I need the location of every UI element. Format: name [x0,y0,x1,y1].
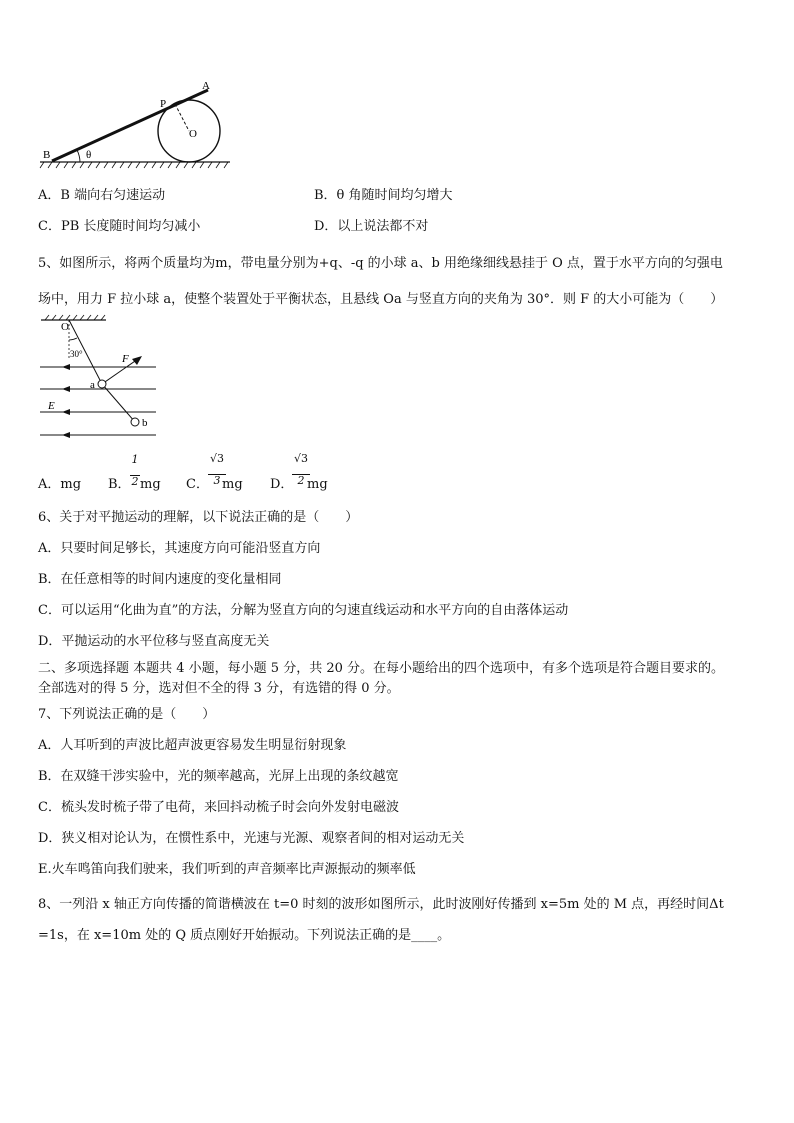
ceiling-hatch [45,315,105,320]
inclined-board [52,90,208,161]
q5-option-d-denominator: 2 [292,474,310,487]
q7-option-c: C．梳头发时梳子带了电荷，来回抖动梳子时会向外发射电磁波 [38,800,399,815]
q4-option-b: B．θ 角随时间均匀增大 [314,188,453,203]
ground-hatch [40,162,228,168]
q5-option-b-denominator: 2 [131,475,139,488]
q4-option-a: A．B 端向右匀速运动 [38,188,166,203]
q5-option-a: A．mg [38,477,82,492]
q5-option-b-fraction [130,454,140,488]
q8-stem-line2: =1s，在 x=10m 处的 Q 质点刚好开始振动。下列说法正确的是____。 [38,928,451,943]
field-arrowheads [62,364,70,438]
q4-option-d: D．以上说法都不对 [314,219,429,234]
theta-arc [77,150,80,162]
radius-dashed [175,104,189,131]
label-B: B [43,149,51,161]
q5-option-d-numerator: √3 [293,452,308,465]
label-b: b [142,417,148,429]
q5-option-c-prefix: C． [186,477,209,492]
q7-option-b: B．在双缝干涉实验中，光的频率越高，光屏上出现的条纹越宽 [38,769,399,784]
label-theta: θ [86,149,92,161]
string-ab [102,384,135,422]
q5-option-b-numerator: 1 [131,453,139,466]
q5-option-b-unit: mg [140,477,161,492]
force-arrow [102,359,138,384]
q7-option-a: A．人耳听到的声波比超声波更容易发生明显衍射现象 [38,738,347,753]
ball-b [131,418,139,426]
section2-line2: 全部选对的得 5 分，选对但不全的得 3 分，有选错的得 0 分。 [38,681,400,696]
q6-option-c: C．可以运用“化曲为直”的方法，分解为竖直方向的匀速直线运动和水平方向的自由落体运动 [38,603,569,618]
label-O: O [189,128,197,140]
q7-stem: 7、下列说法正确的是（ ） [38,707,216,722]
q5-figure [36,314,166,442]
q8-stem-line1: 8、一列沿 x 轴正方向传播的简谐横波在 t=0 时刻的波形如图所示，此时波刚好传播到 x=5m 处的 M 点，再经时间Δt [38,897,724,912]
q6-option-a: A．只要时间足够长，其速度方向可能沿竖直方向 [38,541,321,556]
q5-stem-line2: 场中，用力 F 拉小球 a，使整个装置处于平衡状态，且悬线 Oa 与竖直方向的夹角为 30°．则 F 的大小可能为（ ） [38,292,724,307]
ball-a [98,380,106,388]
q4-option-c: C．PB 长度随时间均匀减小 [38,219,201,234]
label-P: P [160,98,167,110]
q7-option-e: E.火车鸣笛向我们驶来，我们听到的声音频率比声源振动的频率低 [38,862,416,877]
q5-option-c-numerator: √3 [209,452,224,465]
q4-figure [30,78,240,174]
angle-arc [69,338,77,340]
label-F: F [122,353,129,365]
label-E: E [48,400,55,412]
section2-line1: 二、多项选择题 本题共 4 小题，每小题 5 分，共 20 分。在每小题给出的四个选项中，有多个选项是符合题目要求的。 [38,661,725,676]
q6-stem: 6、关于对平抛运动的理解，以下说法正确的是（ ） [38,510,359,525]
q5-option-d-unit: mg [307,477,328,492]
q6-option-d: D．平抛运动的水平位移与竖直高度无关 [38,634,270,649]
q5-option-d-prefix: D． [270,477,294,492]
force-arrowhead [132,356,142,365]
q5-option-b-prefix: B． [108,477,131,492]
label-O: O [61,321,69,333]
q7-option-d: D．狭义相对论认为，在惯性系中，光速与光源、观察者间的相对运动无关 [38,831,465,846]
q5-option-c-denominator: 3 [208,474,226,487]
label-angle: 30° [70,349,83,359]
q6-option-b: B．在任意相等的时间内速度的变化量相同 [38,572,282,587]
q5-option-c-unit: mg [222,477,243,492]
label-A: A [202,80,210,92]
q5-stem-line1: 5、如图所示，将两个质量均为m，带电量分别为+q、-q 的小球 a、b 用绝缘细线悬挂于 O 点，置于水平方向的匀强电 [38,256,723,271]
label-a: a [90,379,95,391]
